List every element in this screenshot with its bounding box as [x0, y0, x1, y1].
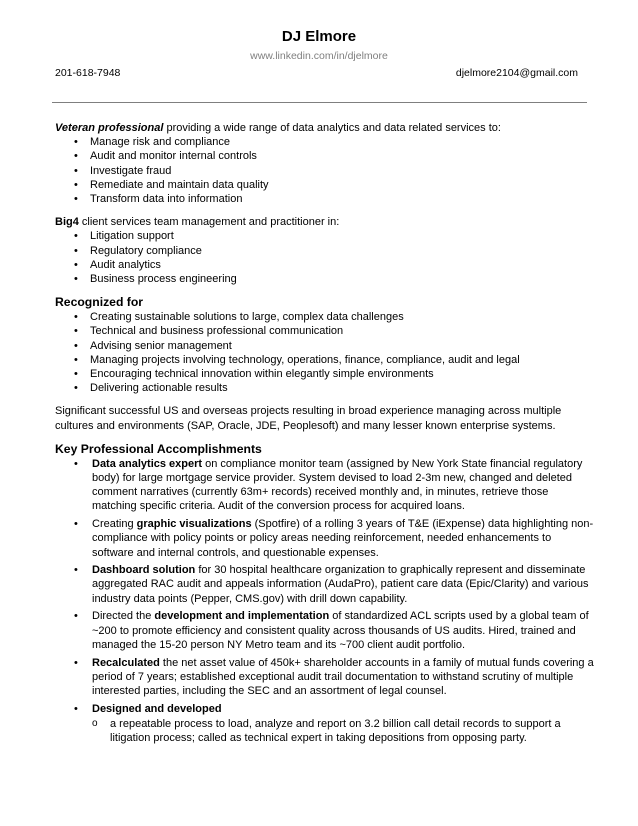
sub-list	[92, 717, 595, 745]
list-item: • Audit and monitor internal controls	[55, 149, 595, 163]
list-item: • Encouraging technical innovation within elegantly simple environments	[55, 367, 595, 381]
list-item: • Delivering actionable results	[55, 381, 595, 395]
accomplishment-item: • Creating graphic visualizations (Spotfire) of a rolling 3 years of T&E (iExpense) data highlighting non-compliance with policy points or policy areas needing reinforcement, needed enhancements to software and internal controls, and questionable expenses.	[55, 517, 595, 560]
resume-body	[55, 121, 595, 749]
email-address[interactable]: djelmore2104@gmail.com	[455, 67, 578, 79]
phone-number: 201-618-7948	[55, 67, 121, 79]
linkedin-link[interactable]: www.linkedin.com/in/djelmore	[250, 50, 388, 62]
accomplishments-heading: Key Professional Accomplishments	[55, 441, 262, 456]
list-item: • Transform data into information	[55, 192, 595, 206]
accomplishment-item: • Dashboard solution for 30 hospital healthcare organization to graphically represent and disseminate aggregated RAC audit and appeals information (AudaPro), patient care data (Epic/Clarity) and various industry data points (Pepper, CMS.gov) with drill down capability.	[55, 563, 595, 606]
header-divider	[52, 102, 587, 103]
list-item: • Regulatory compliance	[55, 244, 595, 258]
veteran-intro	[55, 121, 595, 135]
recognized-list	[55, 310, 595, 395]
list-item: • Remediate and maintain data quality	[55, 178, 595, 192]
recognized-heading: Recognized for	[55, 295, 144, 310]
list-item: • Managing projects involving technology, operations, finance, compliance, audit and legal	[55, 353, 595, 367]
accomplishment-item: • Directed the development and implementation of standardized ACL scripts used by a global team of ~200 to promote efficiency and consistent quality across thousands of US audits. Hired, trained and managed the 15-20 person NY Metro team and its ~700 client audit portfolio.	[55, 609, 595, 652]
list-item: • Technical and business professional communication	[55, 324, 595, 338]
list-item: • Investigate fraud	[55, 164, 595, 178]
list-item: • Creating sustainable solutions to large, complex data challenges	[55, 310, 595, 324]
accomplishment-item: • Data analytics expert on compliance monitor team (assigned by New York State financial regulatory body) for large mortgage service provider. System devised to load 2-3m new, changed and deleted comment narratives (currently 63m+ records) received monthly and, in minutes, retrieve those matching specific criteria. Audit of the conversion process for acquired loans.	[55, 457, 595, 514]
list-item: • Business process engineering	[55, 272, 595, 286]
big4-list	[55, 229, 595, 286]
sub-list-item: o a repeatable process to load, analyze and report on 3.2 billion call detail records to support a litigation process; called as technical expert in taking depositions from opposing party.	[92, 717, 595, 745]
list-item: • Litigation support	[55, 229, 595, 243]
veteran-list	[55, 135, 595, 206]
accomplishment-item: • Designed and developed o a repeatable process to load, analyze and report on 3.2 billion call detail records to support a litigation process; called as technical expert in taking depositions from opposing party.	[55, 702, 595, 746]
candidate-name: DJ Elmore	[281, 28, 357, 45]
accomplishments-list	[55, 457, 595, 745]
veteran-title: Veteran professional	[55, 122, 164, 134]
big4-title: Big4	[55, 216, 79, 229]
accomplishment-item: • Recalculated the net asset value of 450k+ shareholder accounts in a family of mutual funds covering a period of 7 years; established exceptional audit trail documentation to withstand scrutiny of multiple interested parties, including the SEC and an assortment of legal counsel.	[55, 656, 595, 699]
big4-text: client services team management and practitioner in:	[78, 216, 340, 229]
summary-paragraph: Significant successful US and overseas projects resulting in broad experience managing across multiple cultures and environments (SAP, Oracle, JDE, Peoplesoft) and many lesser known enterprise systems.	[55, 405, 562, 432]
list-item: • Audit analytics	[55, 258, 595, 272]
veteran-text: providing a wide range of data analytics and data related services to:	[163, 122, 501, 134]
big4-intro	[55, 215, 595, 229]
list-item: • Advising senior management	[55, 339, 595, 353]
list-item: • Manage risk and compliance	[55, 135, 595, 149]
